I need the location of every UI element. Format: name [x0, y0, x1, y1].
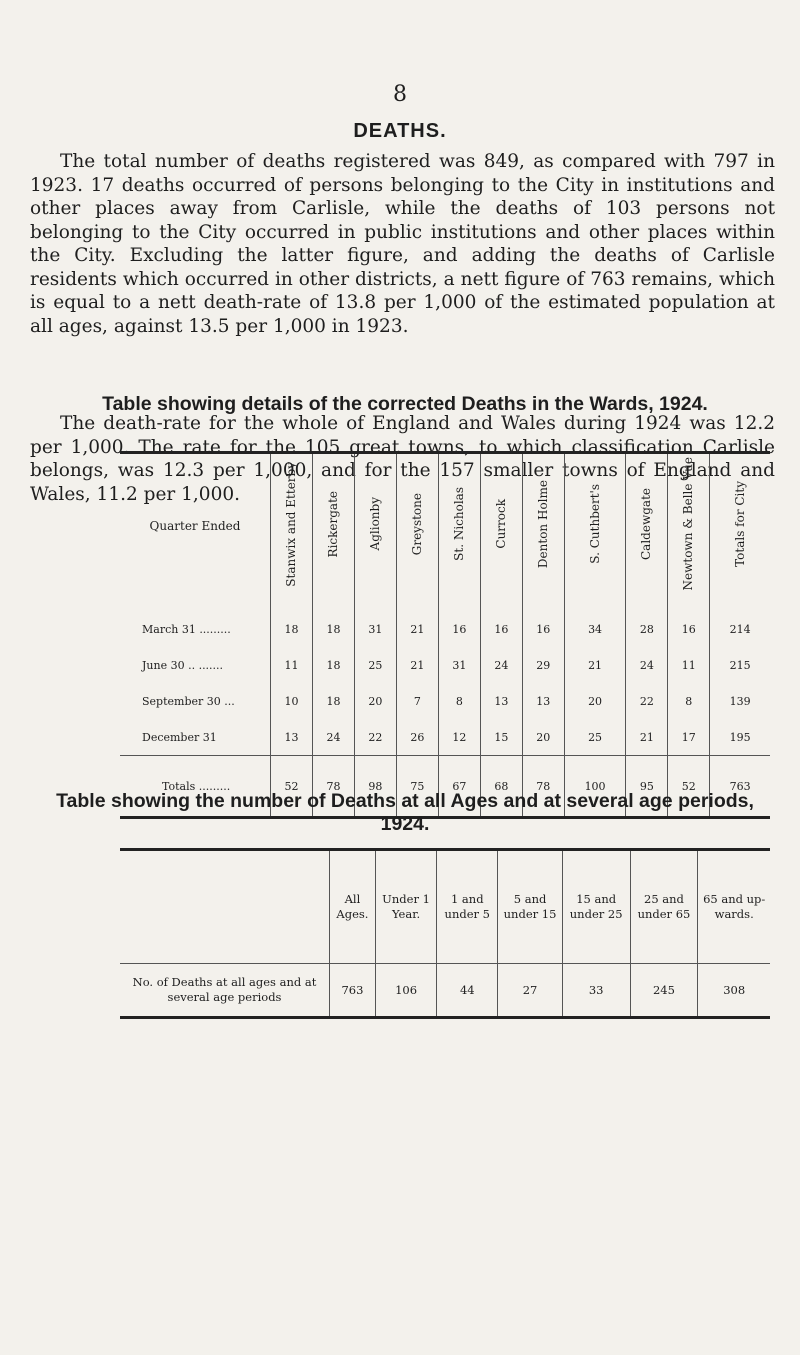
table-cell: 18: [312, 597, 354, 647]
table-row: [120, 964, 770, 1018]
table-cell: 21: [564, 647, 626, 683]
table-cell: 10: [271, 683, 313, 719]
table-cell: 8: [438, 683, 480, 719]
ward-deaths-table: [120, 451, 770, 819]
column-header: Caldewgate: [626, 453, 668, 598]
table-cell: 16: [480, 597, 522, 647]
table-cell: 16: [438, 597, 480, 647]
table-cell: 12: [438, 719, 480, 756]
table-cell: 52: [271, 756, 313, 818]
row-label: September 30 ...: [142, 694, 235, 708]
table-cell: 25: [564, 719, 626, 756]
row-label: December 31: [142, 730, 217, 744]
table-cell: 29: [522, 647, 564, 683]
table-cell: 18: [271, 597, 313, 647]
table-cell: 20: [354, 683, 396, 719]
column-header: Aglionby: [354, 453, 396, 598]
table-cell: 78: [312, 756, 354, 818]
table-cell: 52: [668, 756, 710, 818]
column-header: 5 and under 15: [498, 850, 562, 964]
row-label: No. of Deaths at all ages and at several age periods: [120, 964, 330, 1018]
table-cell: 308: [698, 964, 770, 1018]
table-cell: 106: [375, 964, 436, 1018]
row-label: Totals .........: [120, 756, 271, 818]
table-cell: 195: [710, 719, 770, 756]
table-cell: 68: [480, 756, 522, 818]
table-row: [120, 597, 770, 647]
column-header: 1 and under 5: [437, 850, 498, 964]
table-cell: 11: [668, 647, 710, 683]
table-cell: 13: [522, 683, 564, 719]
table-cell: 21: [396, 647, 438, 683]
column-header: Quarter Ended: [149, 518, 241, 533]
column-header: Denton Holme: [522, 453, 564, 598]
table-cell: 78: [522, 756, 564, 818]
age-deaths-table: [120, 848, 770, 1019]
column-header: Currock: [480, 453, 522, 598]
table-cell: 25: [354, 647, 396, 683]
table-cell: 8: [668, 683, 710, 719]
table-cell: 98: [354, 756, 396, 818]
table-row: [120, 683, 770, 719]
table-cell: 24: [626, 647, 668, 683]
table-cell: 17: [668, 719, 710, 756]
paragraph-deaths-total: The total number of deaths registered was 849, as compared with 797 in 1923. 17 deaths occurred of persons belonging to the City in institutions and other places away from Carlisle, while the deaths of 103 persons not belonging to the City occurred in public institutions and other places within the City. Excluding the latter figure, and adding the deaths of Carlisle residents which occurred in other districts, a nett figure of 763 remains, which is equal to a nett death-rate of 13.8 per 1,000 of the estimated population at all ages, against 13.5 per 1,000 in 1923.: [30, 151, 775, 337]
table-cell: 21: [626, 719, 668, 756]
column-header: Under 1 Year.: [375, 850, 436, 964]
table-cell: 18: [312, 647, 354, 683]
column-header: St. Nicholas: [438, 453, 480, 598]
table-cell: 7: [396, 683, 438, 719]
table-cell: 31: [438, 647, 480, 683]
column-header: 65 and up-wards.: [698, 850, 770, 964]
table-cell: 763: [330, 964, 376, 1018]
table-cell: 18: [312, 683, 354, 719]
age-table-header-row: [120, 850, 770, 964]
table-cell: 33: [562, 964, 630, 1018]
table-cell: 763: [710, 756, 770, 818]
column-header: 15 and under 25: [562, 850, 630, 964]
table-cell: 215: [710, 647, 770, 683]
table-cell: 20: [564, 683, 626, 719]
table-cell: 34: [564, 597, 626, 647]
table-cell: 13: [480, 683, 522, 719]
paragraph-death-rate: The death-rate for the whole of England and Wales during 1924 was 12.2 per 1,000. The rate for the 105 great towns, to which classification Carlisle belongs, was 12.3 per 1,000, and for the 157 smaller towns of England and Wales, 11.2 per 1,000.: [30, 413, 775, 505]
table-cell: 27: [498, 964, 562, 1018]
table-cell: 11: [271, 647, 313, 683]
column-header: Rickergate: [312, 453, 354, 598]
table-cell: 100: [564, 756, 626, 818]
table-cell: 214: [710, 597, 770, 647]
table-cell: 44: [437, 964, 498, 1018]
table-cell: 15: [480, 719, 522, 756]
column-header: Stanwix and Etterby: [271, 453, 313, 598]
table-cell: 24: [312, 719, 354, 756]
table-cell: 28: [626, 597, 668, 647]
table-cell: 24: [480, 647, 522, 683]
table-cell: 16: [522, 597, 564, 647]
table-cell: 75: [396, 756, 438, 818]
column-header: Greystone: [396, 453, 438, 598]
table-cell: 22: [354, 719, 396, 756]
table-cell: 67: [438, 756, 480, 818]
table-cell: 245: [630, 964, 698, 1018]
ward-table-title: Table showing details of the corrected Deaths in the Wards, 1924.: [102, 393, 708, 415]
table-cell: 13: [271, 719, 313, 756]
column-header: S. Cuthbert's: [564, 453, 626, 598]
table-row: [120, 647, 770, 683]
column-header: [120, 850, 330, 964]
table-cell: 16: [668, 597, 710, 647]
table-cell: 95: [626, 756, 668, 818]
table-cell: 20: [522, 719, 564, 756]
table-cell: 26: [396, 719, 438, 756]
row-label: March 31 .........: [142, 622, 231, 636]
table-cell: 31: [354, 597, 396, 647]
table-cell: 139: [710, 683, 770, 719]
table-cell: 21: [396, 597, 438, 647]
table-row: [120, 719, 770, 756]
page-number: 8: [393, 82, 407, 107]
table-cell: 22: [626, 683, 668, 719]
column-header: 25 and under 65: [630, 850, 698, 964]
column-header: All Ages.: [330, 850, 376, 964]
row-label: June 30 .. .......: [142, 658, 224, 672]
column-header: Newtown & Belle Vue: [668, 453, 710, 598]
age-table-title: Table showing the number of Deaths at all Ages and at several age periods, 1924.: [56, 790, 754, 835]
ward-table-header-row: [120, 453, 770, 598]
column-header: Totals for City: [710, 453, 770, 598]
section-title: DEATHS.: [353, 120, 447, 142]
